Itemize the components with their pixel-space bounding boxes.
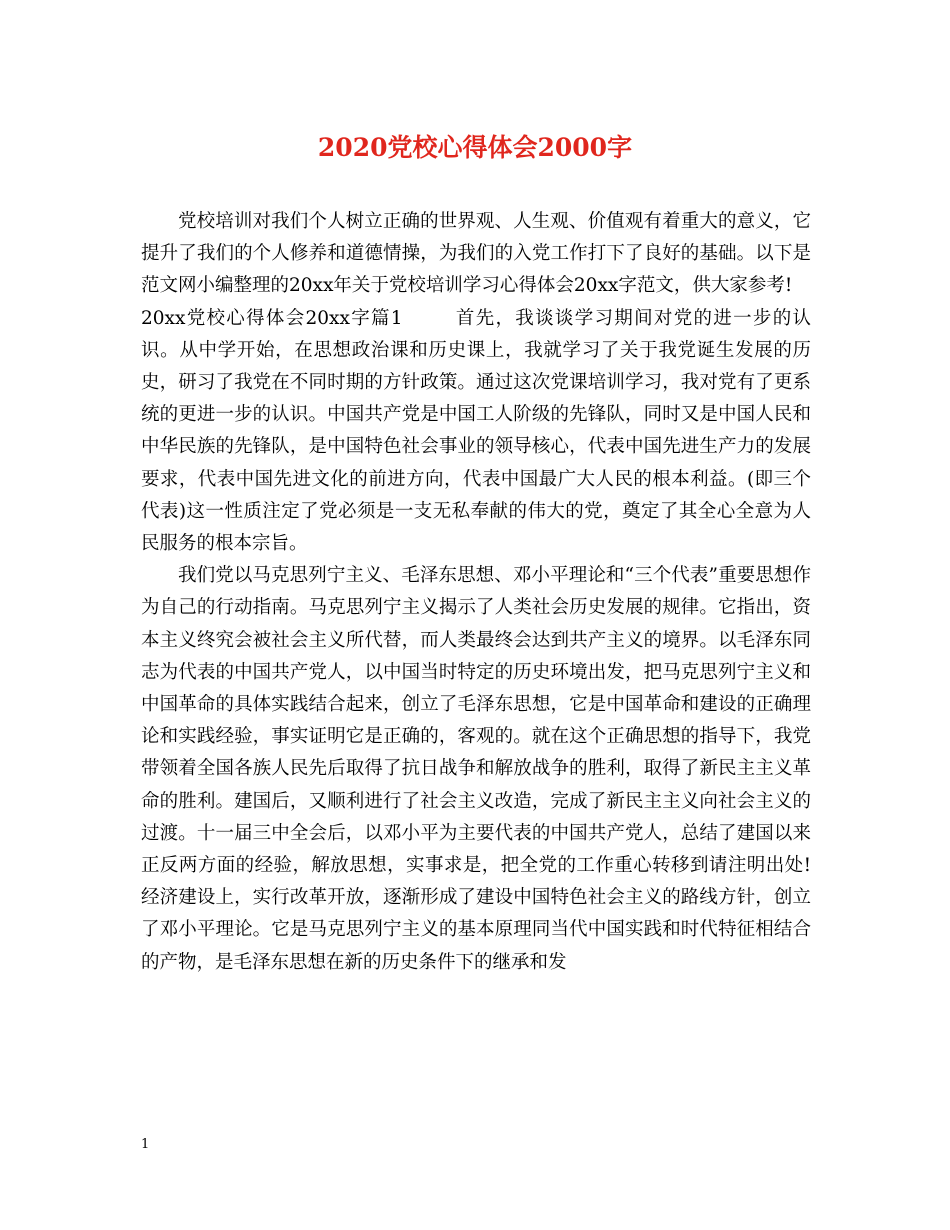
document-body: [141, 206, 811, 979]
page-number: 1: [141, 1137, 150, 1152]
section-body: 首先，我谈谈学习期间对党的进一步的认识。从中学开始，在思想政治课和历史课上，我就学习了关于我党诞生发展的历史，研习了我党在不同时期的方针政策。通过这次党课培训学习，我对党有了更系统的更进一步的认识。中国共产党是中国工人阶级的先锋队，同时又是中国人民和中华民族的先锋队，是中国特色社会事业的领导核心，代表中国先进生产力的发展要求，代表中国先进文化的前进方向，代表中国最广大人民的根本利益。(即三个代表)这一性质注定了党必须是一支无私奉献的伟大的党，奠定了其全心全意为人民服务的根本宗旨。: [141, 307, 811, 555]
paragraph-guiding-thought: 我们党以马克思列宁主义、毛泽东思想、邓小平理论和“三个代表”重要思想作为自己的行动指南。马克思列宁主义揭示了人类社会历史发展的规律。它指出，资本主义终究会被社会主义所代替，而人类最终会达到共产主义的境界。以毛泽东同志为代表的中国共产党人，以中国当时特定的历史环境出发，把马克思列宁主义和中国革命的具体实践结合起来，创立了毛泽东思想，它是中国革命和建设的正确理论和实践经验，事实证明它是正确的，客观的。就在这个正确思想的指导下，我党带领着全国各族人民先后取得了抗日战争和解放战争的胜利，取得了新民主主义革命的胜利。建国后，又顺利进行了社会主义改造，完成了新民主主义向社会主义的过渡。十一届三中全会后，以邓小平为主要代表的中国共产党人，总结了建国以来正反两方面的经验，解放思想，实事求是，把全党的工作重心转移到请注明出处!经济建设上，实行改革开放，逐渐形成了建设中国特色社会主义的路线方针，创立了邓小平理论。它是马克思列宁主义的基本原理同当代中国实践和时代特征相结合的产物，是毛泽东思想在新的历史条件下的继承和发: [141, 565, 811, 973]
paragraph-intro: 党校培训对我们个人树立正确的世界观、人生观、价值观有着重大的意义，它提升了我们的个人修养和道德情操，为我们的入党工作打下了良好的基础。以下是范文网小编整理的20xx年关于党校培训学习心得体会20xx字范文，供大家参考!: [141, 211, 811, 297]
document-title: 2020党校心得体会2000字: [317, 133, 633, 162]
section-heading: 20xx党校心得体会20xx字篇1: [141, 307, 403, 329]
paragraph-section-1: [141, 303, 811, 561]
